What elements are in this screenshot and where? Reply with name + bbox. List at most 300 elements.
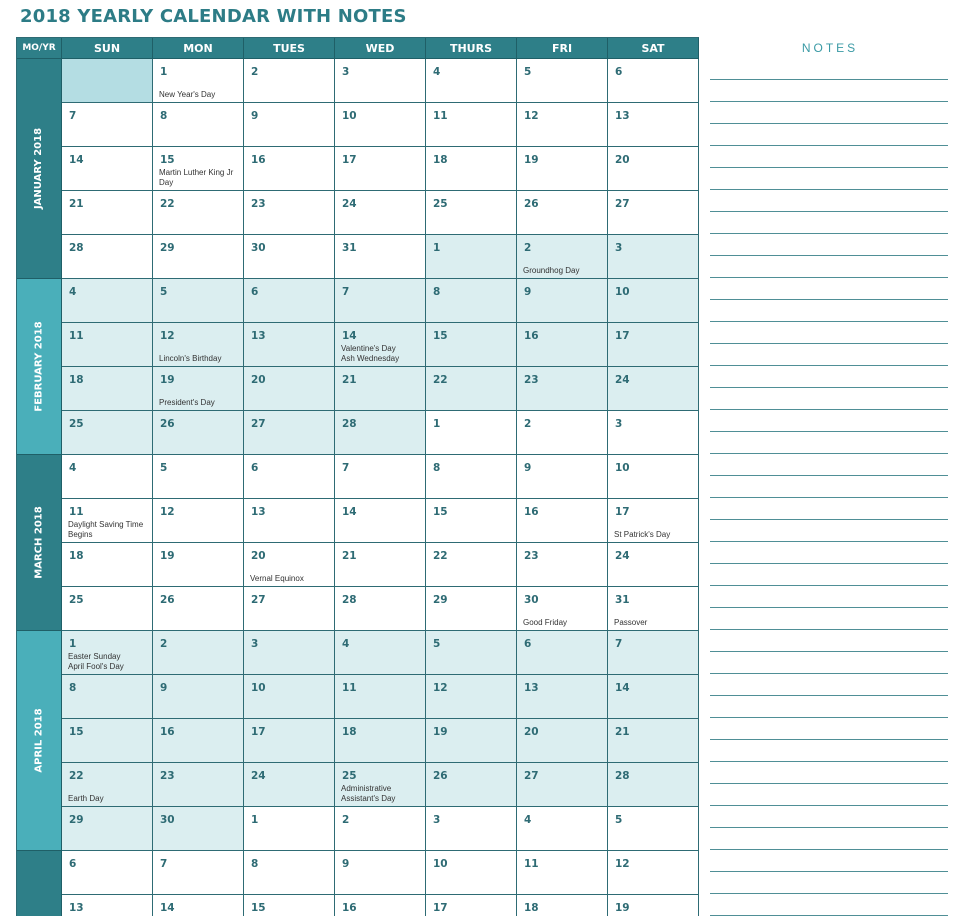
day-cell[interactable] — [608, 587, 699, 631]
note-line[interactable] — [710, 607, 948, 608]
day-cell[interactable] — [426, 631, 517, 675]
day-cell[interactable] — [244, 719, 335, 763]
header-wed: WED — [335, 38, 426, 59]
day-cell[interactable] — [335, 323, 426, 367]
day-number: 25 — [69, 594, 84, 606]
day-cell[interactable] — [517, 631, 608, 675]
day-cell[interactable] — [153, 191, 244, 235]
note-line[interactable] — [710, 827, 948, 828]
day-cell[interactable] — [244, 147, 335, 191]
day-cell[interactable] — [335, 763, 426, 807]
day-cell[interactable] — [335, 147, 426, 191]
day-number: 14 — [615, 682, 630, 694]
note-line[interactable] — [710, 585, 948, 586]
holiday-note: Lincoln's Birthday — [159, 354, 222, 363]
day-number: 15 — [433, 330, 448, 342]
day-number: 7 — [342, 286, 350, 298]
day-cell[interactable] — [153, 59, 244, 103]
day-number: 5 — [524, 66, 532, 78]
day-number: 1 — [160, 66, 168, 78]
day-number: 21 — [69, 198, 84, 210]
header-month-year: MO/YR — [17, 38, 62, 59]
day-cell[interactable] — [153, 235, 244, 279]
day-cell[interactable] — [62, 587, 153, 631]
day-cell[interactable] — [426, 279, 517, 323]
note-line[interactable] — [710, 255, 948, 256]
day-number: 13 — [251, 330, 266, 342]
day-cell[interactable] — [608, 455, 699, 499]
day-cell[interactable] — [517, 367, 608, 411]
note-line[interactable] — [710, 475, 948, 476]
day-number: 20 — [251, 550, 266, 562]
day-cell[interactable] — [244, 543, 335, 587]
day-number: 11 — [69, 506, 84, 518]
day-number: 20 — [615, 154, 630, 166]
day-number: 2 — [251, 66, 259, 78]
day-cell[interactable] — [517, 543, 608, 587]
day-cell[interactable] — [517, 499, 608, 543]
holiday-note: St Patrick's Day — [614, 530, 671, 539]
holiday-note: Daylight Saving Time Begins — [68, 520, 144, 539]
day-cell[interactable] — [153, 147, 244, 191]
day-number: 8 — [251, 858, 259, 870]
day-cell[interactable] — [153, 807, 244, 851]
day-cell[interactable] — [426, 587, 517, 631]
month-label: APRIL 2018 — [33, 708, 45, 773]
day-number: 16 — [524, 506, 539, 518]
day-cell[interactable] — [62, 851, 153, 895]
day-cell[interactable] — [517, 323, 608, 367]
day-number: 12 — [160, 506, 175, 518]
day-cell[interactable] — [244, 279, 335, 323]
day-cell[interactable] — [335, 631, 426, 675]
day-cell[interactable] — [62, 147, 153, 191]
day-cell[interactable] — [608, 59, 699, 103]
day-cell[interactable] — [517, 411, 608, 455]
day-cell[interactable] — [517, 103, 608, 147]
day-cell[interactable] — [608, 367, 699, 411]
day-number: 3 — [342, 66, 350, 78]
day-cell[interactable] — [244, 763, 335, 807]
day-cell[interactable] — [153, 323, 244, 367]
day-number: 12 — [615, 858, 630, 870]
day-number: 7 — [160, 858, 168, 870]
day-cell[interactable] — [517, 191, 608, 235]
holiday-note: Easter Sunday April Fool's Day — [68, 652, 124, 671]
day-cell[interactable] — [426, 323, 517, 367]
day-cell[interactable] — [608, 631, 699, 675]
day-cell[interactable] — [608, 411, 699, 455]
day-cell[interactable] — [153, 103, 244, 147]
day-number: 7 — [615, 638, 623, 650]
day-cell[interactable] — [335, 103, 426, 147]
day-cell[interactable] — [244, 587, 335, 631]
day-number: 17 — [251, 726, 266, 738]
day-cell[interactable] — [153, 411, 244, 455]
day-cell[interactable] — [62, 411, 153, 455]
day-number: 19 — [615, 902, 630, 914]
month-label-cell — [17, 631, 62, 851]
day-cell[interactable] — [244, 235, 335, 279]
day-cell[interactable] — [426, 455, 517, 499]
day-cell[interactable] — [517, 719, 608, 763]
day-cell[interactable] — [62, 59, 153, 103]
day-number: 14 — [342, 330, 357, 342]
day-number: 27 — [251, 418, 266, 430]
day-cell[interactable] — [62, 675, 153, 719]
note-line[interactable] — [710, 519, 948, 520]
day-number: 27 — [251, 594, 266, 606]
day-cell[interactable] — [244, 191, 335, 235]
note-line[interactable] — [710, 849, 948, 850]
day-cell[interactable] — [608, 499, 699, 543]
holiday-note: Administrative Assistant's Day — [341, 784, 396, 803]
note-line[interactable] — [710, 431, 948, 432]
note-line[interactable] — [710, 541, 948, 542]
note-line[interactable] — [710, 761, 948, 762]
day-cell[interactable] — [62, 455, 153, 499]
day-number: 24 — [615, 374, 630, 386]
day-cell[interactable] — [62, 895, 153, 916]
day-number: 28 — [69, 242, 84, 254]
day-cell[interactable] — [426, 191, 517, 235]
day-cell[interactable] — [335, 59, 426, 103]
note-line[interactable] — [710, 145, 948, 146]
day-cell[interactable] — [244, 851, 335, 895]
note-line[interactable] — [710, 563, 948, 564]
day-number: 13 — [615, 110, 630, 122]
day-number: 18 — [69, 550, 84, 562]
day-cell[interactable] — [62, 543, 153, 587]
day-cell[interactable] — [244, 323, 335, 367]
day-number: 28 — [615, 770, 630, 782]
month-label: FEBRUARY 2018 — [33, 321, 45, 412]
month-label-cell — [17, 455, 62, 631]
day-number: 5 — [615, 814, 623, 826]
day-number: 5 — [433, 638, 441, 650]
day-number: 29 — [433, 594, 448, 606]
day-cell[interactable] — [608, 543, 699, 587]
note-line[interactable] — [710, 189, 948, 190]
day-cell[interactable] — [244, 675, 335, 719]
day-cell[interactable] — [608, 191, 699, 235]
day-cell[interactable] — [244, 411, 335, 455]
holiday-note: Good Friday — [523, 618, 568, 627]
day-cell[interactable] — [608, 103, 699, 147]
day-cell[interactable] — [426, 499, 517, 543]
day-cell[interactable] — [517, 895, 608, 916]
day-number: 3 — [251, 638, 259, 650]
day-cell[interactable] — [608, 719, 699, 763]
day-cell[interactable] — [62, 499, 153, 543]
day-number: 14 — [160, 902, 175, 914]
day-number: 10 — [251, 682, 266, 694]
day-number: 3 — [615, 242, 623, 254]
day-cell[interactable] — [426, 103, 517, 147]
day-number: 15 — [160, 154, 175, 166]
day-cell[interactable] — [335, 235, 426, 279]
note-line[interactable] — [710, 629, 948, 630]
day-cell[interactable] — [517, 807, 608, 851]
header-sat: SAT — [608, 38, 699, 59]
calendar-grid — [16, 37, 699, 916]
header-sun: SUN — [62, 38, 153, 59]
day-number: 21 — [615, 726, 630, 738]
day-number: 1 — [251, 814, 259, 826]
note-line[interactable] — [710, 893, 948, 894]
day-number: 12 — [160, 330, 175, 342]
day-cell[interactable] — [62, 279, 153, 323]
note-line[interactable] — [710, 123, 948, 124]
day-cell[interactable] — [335, 191, 426, 235]
note-line[interactable] — [710, 651, 948, 652]
day-cell[interactable] — [517, 59, 608, 103]
note-line[interactable] — [710, 233, 948, 234]
day-number: 11 — [342, 682, 357, 694]
day-number: 30 — [524, 594, 539, 606]
day-cell[interactable] — [244, 367, 335, 411]
day-number: 13 — [69, 902, 84, 914]
day-number: 4 — [69, 286, 77, 298]
day-number: 8 — [69, 682, 77, 694]
day-number: 2 — [524, 242, 532, 254]
day-cell[interactable] — [426, 543, 517, 587]
day-cell[interactable] — [153, 455, 244, 499]
day-cell[interactable] — [517, 279, 608, 323]
day-number: 10 — [615, 286, 630, 298]
day-cell[interactable] — [335, 675, 426, 719]
day-number: 7 — [342, 462, 350, 474]
day-number: 18 — [433, 154, 448, 166]
day-cell[interactable] — [608, 807, 699, 851]
note-line[interactable] — [710, 871, 948, 872]
note-line[interactable] — [710, 343, 948, 344]
day-cell[interactable] — [517, 587, 608, 631]
note-line[interactable] — [710, 805, 948, 806]
day-number: 6 — [251, 286, 259, 298]
day-number: 11 — [524, 858, 539, 870]
day-number: 20 — [524, 726, 539, 738]
day-cell[interactable] — [153, 279, 244, 323]
day-cell[interactable] — [517, 235, 608, 279]
day-number: 31 — [615, 594, 630, 606]
day-cell[interactable] — [608, 895, 699, 916]
note-line[interactable] — [710, 321, 948, 322]
day-number: 12 — [524, 110, 539, 122]
day-cell[interactable] — [608, 323, 699, 367]
day-cell[interactable] — [335, 367, 426, 411]
day-cell[interactable] — [608, 279, 699, 323]
day-number: 21 — [342, 550, 357, 562]
day-number: 11 — [433, 110, 448, 122]
day-number: 9 — [524, 462, 532, 474]
day-cell[interactable] — [426, 719, 517, 763]
day-cell[interactable] — [608, 147, 699, 191]
month-label: MARCH 2018 — [33, 506, 45, 579]
day-cell[interactable] — [426, 807, 517, 851]
day-number: 4 — [524, 814, 532, 826]
day-number: 17 — [615, 330, 630, 342]
day-cell[interactable] — [608, 235, 699, 279]
note-line[interactable] — [710, 695, 948, 696]
day-number: 23 — [160, 770, 175, 782]
day-cell[interactable] — [153, 851, 244, 895]
day-cell[interactable] — [335, 895, 426, 916]
holiday-note: President's Day — [159, 398, 215, 407]
day-cell[interactable] — [244, 103, 335, 147]
day-number: 5 — [160, 462, 168, 474]
day-cell[interactable] — [426, 147, 517, 191]
day-number: 3 — [615, 418, 623, 430]
day-cell[interactable] — [244, 631, 335, 675]
day-cell[interactable] — [153, 499, 244, 543]
day-number: 1 — [433, 418, 441, 430]
note-line[interactable] — [710, 497, 948, 498]
day-cell[interactable] — [335, 279, 426, 323]
day-number: 25 — [69, 418, 84, 430]
day-cell[interactable] — [335, 455, 426, 499]
day-number: 23 — [524, 374, 539, 386]
note-line[interactable] — [710, 211, 948, 212]
day-number: 10 — [615, 462, 630, 474]
day-number: 3 — [433, 814, 441, 826]
day-cell[interactable] — [153, 631, 244, 675]
day-cell[interactable] — [62, 719, 153, 763]
note-line[interactable] — [710, 739, 948, 740]
day-number: 22 — [433, 550, 448, 562]
day-cell[interactable] — [426, 763, 517, 807]
day-cell[interactable] — [608, 763, 699, 807]
notes-title: NOTES — [801, 41, 859, 55]
day-cell[interactable] — [517, 147, 608, 191]
day-cell[interactable] — [335, 543, 426, 587]
day-cell[interactable] — [153, 587, 244, 631]
day-cell[interactable] — [62, 191, 153, 235]
day-cell[interactable] — [426, 411, 517, 455]
day-cell[interactable] — [517, 851, 608, 895]
day-cell[interactable] — [62, 763, 153, 807]
day-number: 2 — [524, 418, 532, 430]
day-number: 9 — [342, 858, 350, 870]
holiday-note: Martin Luther King Jr Day — [159, 168, 234, 187]
note-line[interactable] — [710, 277, 948, 278]
day-cell[interactable] — [244, 59, 335, 103]
day-number: 18 — [69, 374, 84, 386]
day-number: 13 — [251, 506, 266, 518]
day-cell[interactable] — [335, 499, 426, 543]
holiday-note: Valentine's Day Ash Wednesday — [341, 344, 400, 363]
day-number: 15 — [69, 726, 84, 738]
day-cell[interactable] — [335, 851, 426, 895]
day-cell[interactable] — [244, 455, 335, 499]
day-cell[interactable] — [608, 851, 699, 895]
day-cell[interactable] — [62, 367, 153, 411]
note-line[interactable] — [710, 409, 948, 410]
day-cell[interactable] — [153, 763, 244, 807]
day-cell[interactable] — [62, 103, 153, 147]
header-fri: FRI — [517, 38, 608, 59]
day-cell[interactable] — [335, 719, 426, 763]
day-number: 18 — [342, 726, 357, 738]
day-cell[interactable] — [62, 323, 153, 367]
day-cell[interactable] — [244, 895, 335, 916]
day-number: 6 — [251, 462, 259, 474]
day-cell[interactable] — [608, 675, 699, 719]
day-cell[interactable] — [517, 763, 608, 807]
note-line[interactable] — [710, 365, 948, 366]
day-cell[interactable] — [426, 235, 517, 279]
day-number: 26 — [160, 594, 175, 606]
day-cell[interactable] — [153, 895, 244, 916]
day-number: 2 — [342, 814, 350, 826]
note-line[interactable] — [710, 673, 948, 674]
holiday-note: Groundhog Day — [523, 266, 580, 275]
day-cell[interactable] — [244, 807, 335, 851]
day-number: 22 — [433, 374, 448, 386]
day-number: 23 — [251, 198, 266, 210]
notes-area[interactable] — [710, 58, 948, 916]
day-cell[interactable] — [244, 499, 335, 543]
holiday-note: New Year's Day — [159, 90, 216, 99]
day-number: 14 — [342, 506, 357, 518]
day-number: 8 — [433, 462, 441, 474]
note-line[interactable] — [710, 717, 948, 718]
note-line[interactable] — [710, 101, 948, 102]
day-number: 9 — [160, 682, 168, 694]
day-cell[interactable] — [426, 367, 517, 411]
note-line[interactable] — [710, 299, 948, 300]
day-cell[interactable] — [62, 235, 153, 279]
day-number: 29 — [69, 814, 84, 826]
day-cell[interactable] — [62, 807, 153, 851]
day-number: 18 — [524, 902, 539, 914]
day-number: 21 — [342, 374, 357, 386]
day-cell[interactable] — [335, 587, 426, 631]
day-cell[interactable] — [335, 807, 426, 851]
day-cell[interactable] — [153, 543, 244, 587]
month-label-cell — [17, 279, 62, 455]
day-number: 19 — [160, 550, 175, 562]
note-line[interactable] — [710, 783, 948, 784]
note-line[interactable] — [710, 79, 948, 80]
day-cell[interactable] — [335, 411, 426, 455]
day-number: 26 — [433, 770, 448, 782]
day-cell[interactable] — [426, 895, 517, 916]
day-cell[interactable] — [153, 367, 244, 411]
day-cell[interactable] — [517, 455, 608, 499]
day-cell[interactable] — [426, 59, 517, 103]
day-cell[interactable] — [517, 675, 608, 719]
day-number: 25 — [342, 770, 357, 782]
day-number: 14 — [69, 154, 84, 166]
day-cell[interactable] — [62, 631, 153, 675]
day-number: 24 — [615, 550, 630, 562]
month-label-cell — [17, 59, 62, 279]
day-cell[interactable] — [426, 851, 517, 895]
note-line[interactable] — [710, 387, 948, 388]
day-number: 26 — [160, 418, 175, 430]
day-number: 7 — [69, 110, 77, 122]
header-tues: TUES — [244, 38, 335, 59]
day-number: 16 — [524, 330, 539, 342]
day-cell[interactable] — [426, 675, 517, 719]
note-line[interactable] — [710, 453, 948, 454]
day-number: 15 — [251, 902, 266, 914]
note-line[interactable] — [710, 167, 948, 168]
day-cell[interactable] — [153, 719, 244, 763]
day-cell[interactable] — [153, 675, 244, 719]
month-label: JANUARY 2018 — [33, 127, 45, 210]
